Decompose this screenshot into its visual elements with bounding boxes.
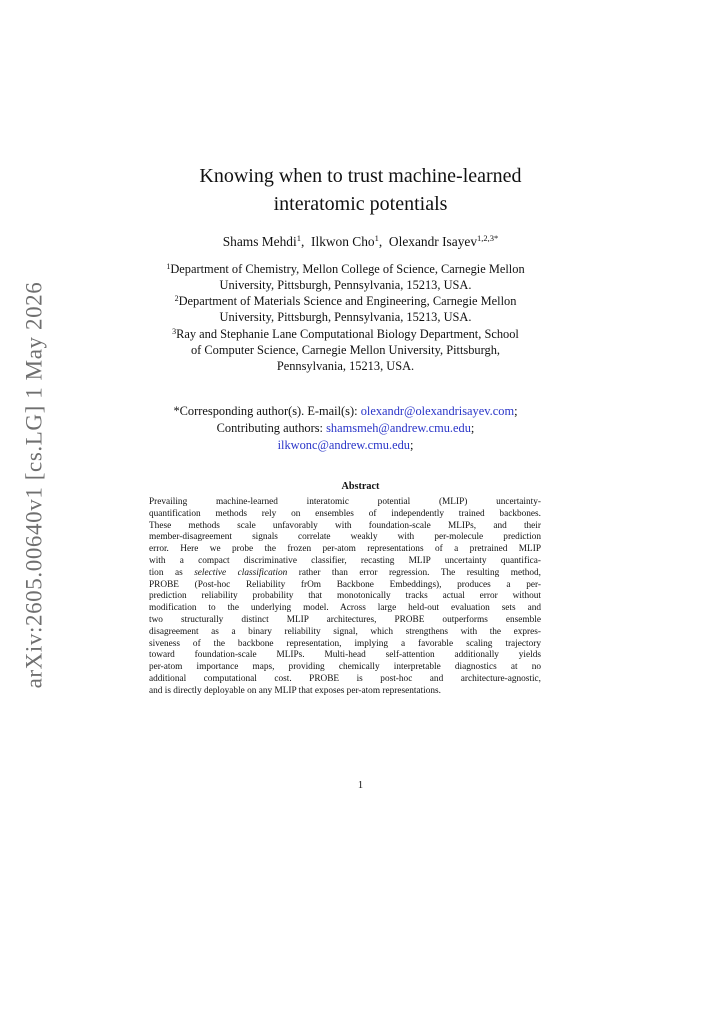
affiliation-line: Department of Materials Science and Engineering, Carnegie Mellon <box>178 294 517 308</box>
corresponding-prefix: *Corresponding author(s). E-mail(s): <box>173 404 358 418</box>
abstract-line: two structurally distinct MLIP architectures, PROBE outperforms ensemble <box>149 614 541 625</box>
author-affil-mark: 1 <box>374 233 379 243</box>
abstract-line: and is directly deployable on any MLIP that exposes per-atom representations. <box>149 685 441 696</box>
abstract-line: siveness of the backbone representation, implying a favorable scaling trajectory <box>149 638 541 649</box>
abstract-line: member-disagreement signals correlate weakly with per-molecule prediction <box>149 532 541 543</box>
author-name: Shams Mehdi <box>222 234 297 249</box>
author-name: Olexandr Isayev <box>388 234 478 249</box>
abstract-line: These methods scale unfavorably with foundation-scale MLIPs, and their <box>149 520 541 531</box>
title-line: Knowing when to trust machine-learned <box>199 165 522 187</box>
abstract-body <box>149 497 541 698</box>
author-list: Shams Mehdi$^1$, Ilkwon Cho$^1$, Olexandr Isayev$^{1,2,3*}$ <box>222 233 499 249</box>
paper-title <box>0 162 721 218</box>
affiliation-mark: 1 <box>166 262 171 271</box>
abstract-emphasis: selective classification <box>194 567 288 578</box>
affiliation-line: University, Pittsburgh, Pennsylvania, 15213, USA. <box>219 310 472 325</box>
abstract-line: modification to the underlying model. Across large held-out evaluation sets and <box>149 603 541 614</box>
abstract-line: with a compact discriminative classifier, recasting MLIP uncertainty quantifica- <box>149 555 541 566</box>
affiliation <box>130 261 561 293</box>
abstract-line: Prevailing machine-learned interatomic potential (MLIP) uncertainty- <box>149 497 541 507</box>
affiliation-line: of Computer Science, Carnegie Mellon University, Pittsburgh, <box>190 343 501 358</box>
separator: ; <box>409 438 414 452</box>
affiliation-mark: 3 <box>172 327 177 336</box>
separator: ; <box>470 421 475 435</box>
author-name: Ilkwon Cho <box>311 234 375 249</box>
contributing-email-link[interactable]: ilkwonc@andrew.cmu.edu <box>277 438 410 452</box>
correspondence-block <box>100 403 591 454</box>
abstract-line: error. Here we probe the frozen per-atom representations of a pretrained MLIP <box>149 544 541 555</box>
contributing-prefix: Contributing authors: <box>216 421 323 435</box>
contributing-email-link[interactable]: shamsmeh@andrew.cmu.edu <box>326 421 471 435</box>
corresponding-email-link[interactable]: olexandr@olexandrisayev.com <box>360 404 515 418</box>
author-affil-mark: 1 <box>296 233 301 243</box>
affiliation-line: Department of Chemistry, Mellon College of Science, Carnegie Mellon <box>170 262 525 276</box>
affiliation-line: Ray and Stephanie Lane Computational Biology Department, School <box>176 327 519 341</box>
page-number: 1 <box>357 780 364 791</box>
abstract-line: prediction reliability probability that monotonically tracks actual error without <box>149 591 541 602</box>
affiliation-mark: 2 <box>174 294 179 303</box>
abstract-line: additional computational cost. PROBE is post-hoc and architecture-agnostic, <box>149 673 541 684</box>
abstract-line: PROBE (Post-hoc Reliability frOm Backbone Embeddings), produces a per- <box>149 579 541 590</box>
abstract-line: toward foundation-scale MLIPs. Multi-head self-attention additionally yields <box>149 650 541 661</box>
affiliation-line: University, Pittsburgh, Pennsylvania, 15213, USA. <box>219 278 472 293</box>
arxiv-id: arXiv:2605.00640v1 [cs.LG] 1 May 2026 <box>21 281 47 689</box>
abstract-heading: Abstract <box>341 481 380 492</box>
affiliation-line: Pennsylvania, 15213, USA. <box>276 359 415 374</box>
affiliation <box>130 326 561 375</box>
separator: ; <box>514 404 518 418</box>
abstract-line: tion as selective classification rather than error regression. The resulting method, <box>149 567 541 578</box>
abstract-line: per-atom importance maps, providing chemically interpretable diagnostics at no <box>149 662 541 673</box>
abstract-line: quantification methods rely on ensembles of independently trained backbones. <box>149 508 541 519</box>
affiliation <box>130 293 561 325</box>
title-line: interatomic potentials <box>273 193 448 215</box>
author-affil-mark: 1,2,3* <box>477 233 499 243</box>
abstract-line: disagreement as a binary reliability signal, which strengthens with the expres- <box>149 626 541 637</box>
